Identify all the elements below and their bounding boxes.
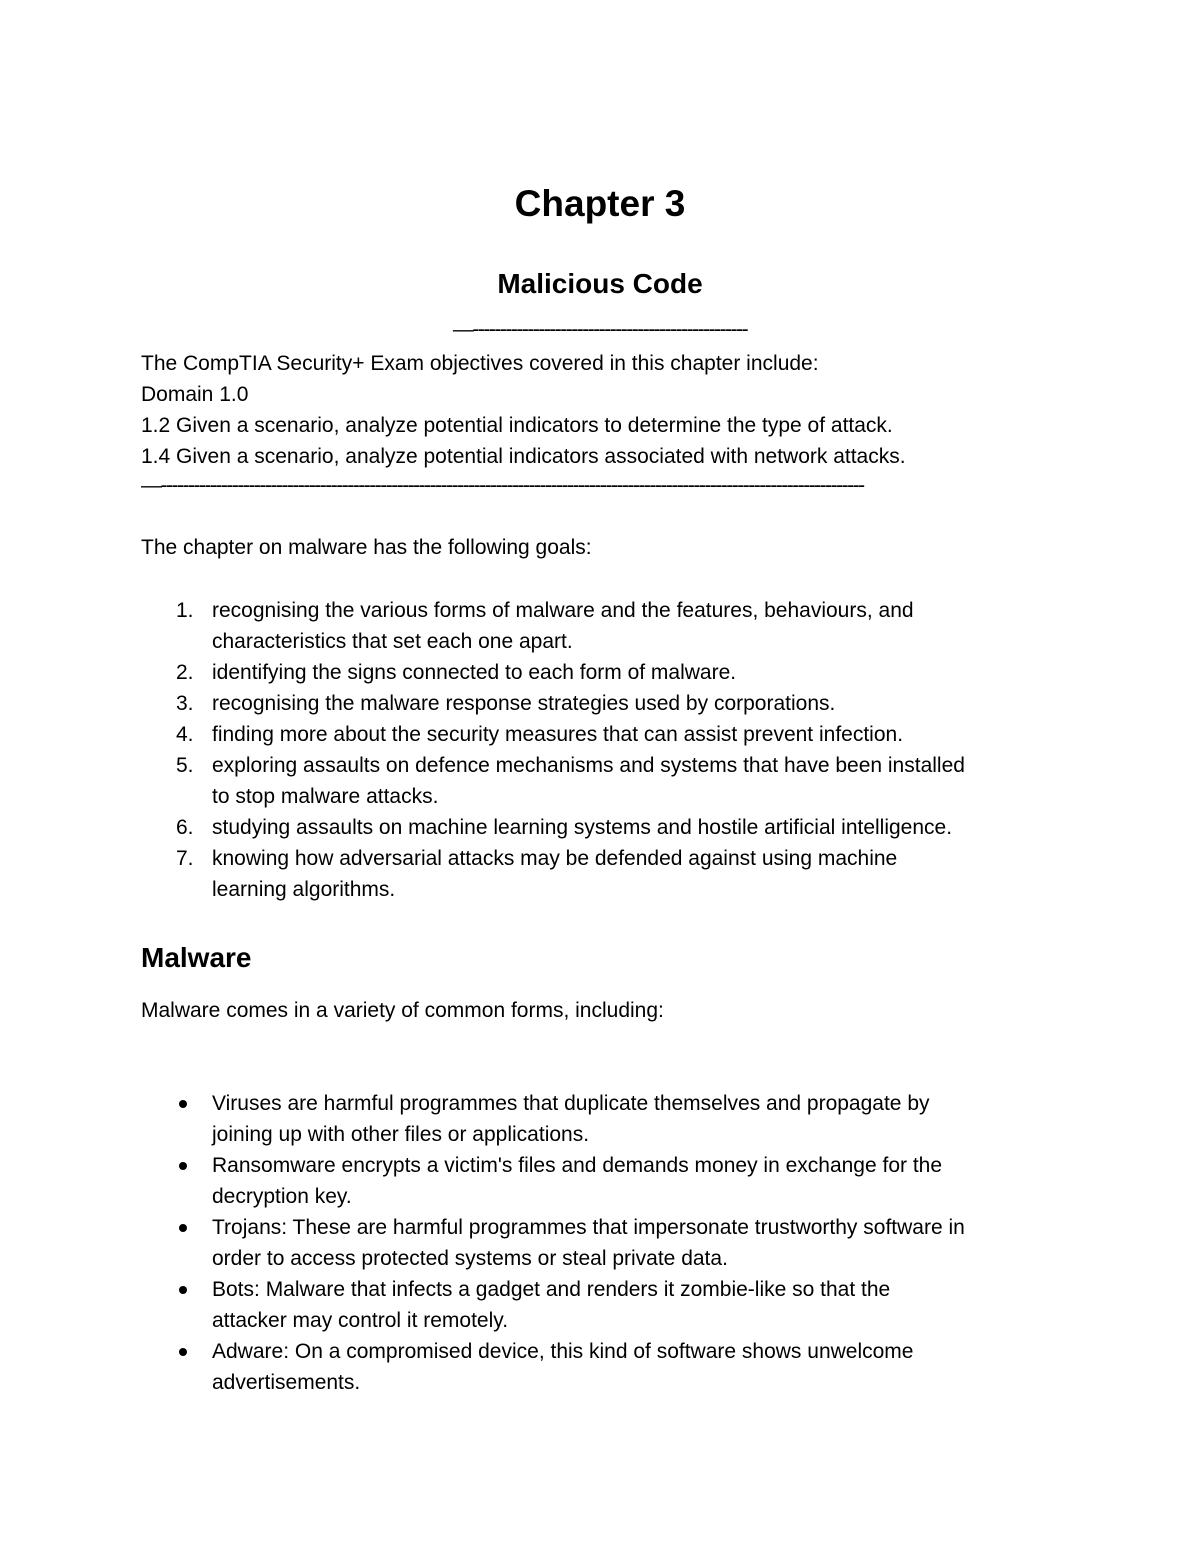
malware-text-line: Ransomware encrypts a victim's files and demands money in exchange for the <box>212 1154 943 1177</box>
goal-number: 4. <box>176 723 194 746</box>
goal-text-line: recognising the various forms of malware and the features, behaviours, and <box>212 599 914 622</box>
goal-item <box>141 657 1071 688</box>
bullet-icon <box>179 1162 187 1170</box>
goal-text-line: studying assaults on machine learning systems and hostile artificial intelligence. <box>212 816 953 839</box>
malware-text-line: decryption key. <box>212 1185 352 1208</box>
malware-item <box>141 1150 1071 1212</box>
malware-text-line: joining up with other files or applications. <box>212 1123 590 1146</box>
goal-item <box>141 750 1071 812</box>
bullet-icon <box>179 1348 187 1356</box>
goal-text-line: identifying the signs connected to each form of malware. <box>212 661 737 684</box>
goal-item <box>141 595 1071 657</box>
malware-text-line: order to access protected systems or steal private data. <box>212 1247 728 1270</box>
malware-text-line: Bots: Malware that infects a gadget and renders it zombie-like so that the <box>212 1278 891 1301</box>
objectives-intro: The CompTIA Security+ Exam objectives covered in this chapter include: <box>141 352 819 375</box>
goal-text-line: recognising the malware response strategies used by corporations. <box>212 692 836 715</box>
malware-text-line: Adware: On a compromised device, this kind of software shows unwelcome <box>212 1340 914 1363</box>
goal-number: 6. <box>176 816 194 839</box>
malware-text-line: Viruses are harmful programmes that duplicate themselves and propagate by <box>212 1092 930 1115</box>
goal-item <box>141 719 1071 750</box>
goal-number: 1. <box>176 599 194 622</box>
goal-item <box>141 812 1071 843</box>
goal-number: 3. <box>176 692 194 715</box>
bullet-icon <box>179 1286 187 1294</box>
malware-heading: Malware <box>141 942 252 973</box>
bullet-icon <box>179 1100 187 1108</box>
goal-number: 5. <box>176 754 194 777</box>
goal-item <box>141 688 1071 719</box>
goal-number: 2. <box>176 661 194 684</box>
bullet-icon <box>179 1224 187 1232</box>
malware-text-line: attacker may control it remotely. <box>212 1309 509 1332</box>
objectives-domain: Domain 1.0 <box>141 383 249 406</box>
chapter-title: Chapter 3 <box>514 183 686 224</box>
goals-list <box>141 595 1071 905</box>
malware-item <box>141 1336 1071 1398</box>
goal-text-line: learning algorithms. <box>212 878 396 901</box>
goal-text-line: finding more about the security measures that can assist prevent infection. <box>212 723 904 746</box>
malware-intro: Malware comes in a variety of common forms, including: <box>141 999 664 1022</box>
objective-item: 1.2 Given a scenario, analyze potential indicators to determine the type of attack. <box>141 414 893 437</box>
goal-number: 7. <box>176 847 194 870</box>
malware-text-line: Trojans: These are harmful programmes that impersonate trustworthy software in <box>212 1216 965 1239</box>
goal-text-line: to stop malware attacks. <box>212 785 439 808</box>
malware-text-line: advertisements. <box>212 1371 361 1394</box>
divider-rule-top: —-------------------------------------------------- <box>452 318 748 341</box>
goal-text-line: knowing how adversarial attacks may be defended against using machine <box>212 847 898 870</box>
malware-item <box>141 1212 1071 1274</box>
objective-item: 1.4 Given a scenario, analyze potential indicators associated with network attacks. <box>141 445 906 468</box>
malware-item <box>141 1088 1071 1150</box>
malware-list <box>141 1088 1071 1398</box>
goal-text-line: characteristics that set each one apart. <box>212 630 573 653</box>
chapter-subtitle: Malicious Code <box>497 268 703 299</box>
goals-intro: The chapter on malware has the following goals: <box>141 536 592 559</box>
goal-item <box>141 843 1071 905</box>
malware-item <box>141 1274 1071 1336</box>
goal-text-line: exploring assaults on defence mechanisms and systems that have been installed <box>212 754 965 777</box>
divider-rule-bottom: —-------------------------------------------------------------------------------------------------------------------------------- <box>141 474 864 497</box>
